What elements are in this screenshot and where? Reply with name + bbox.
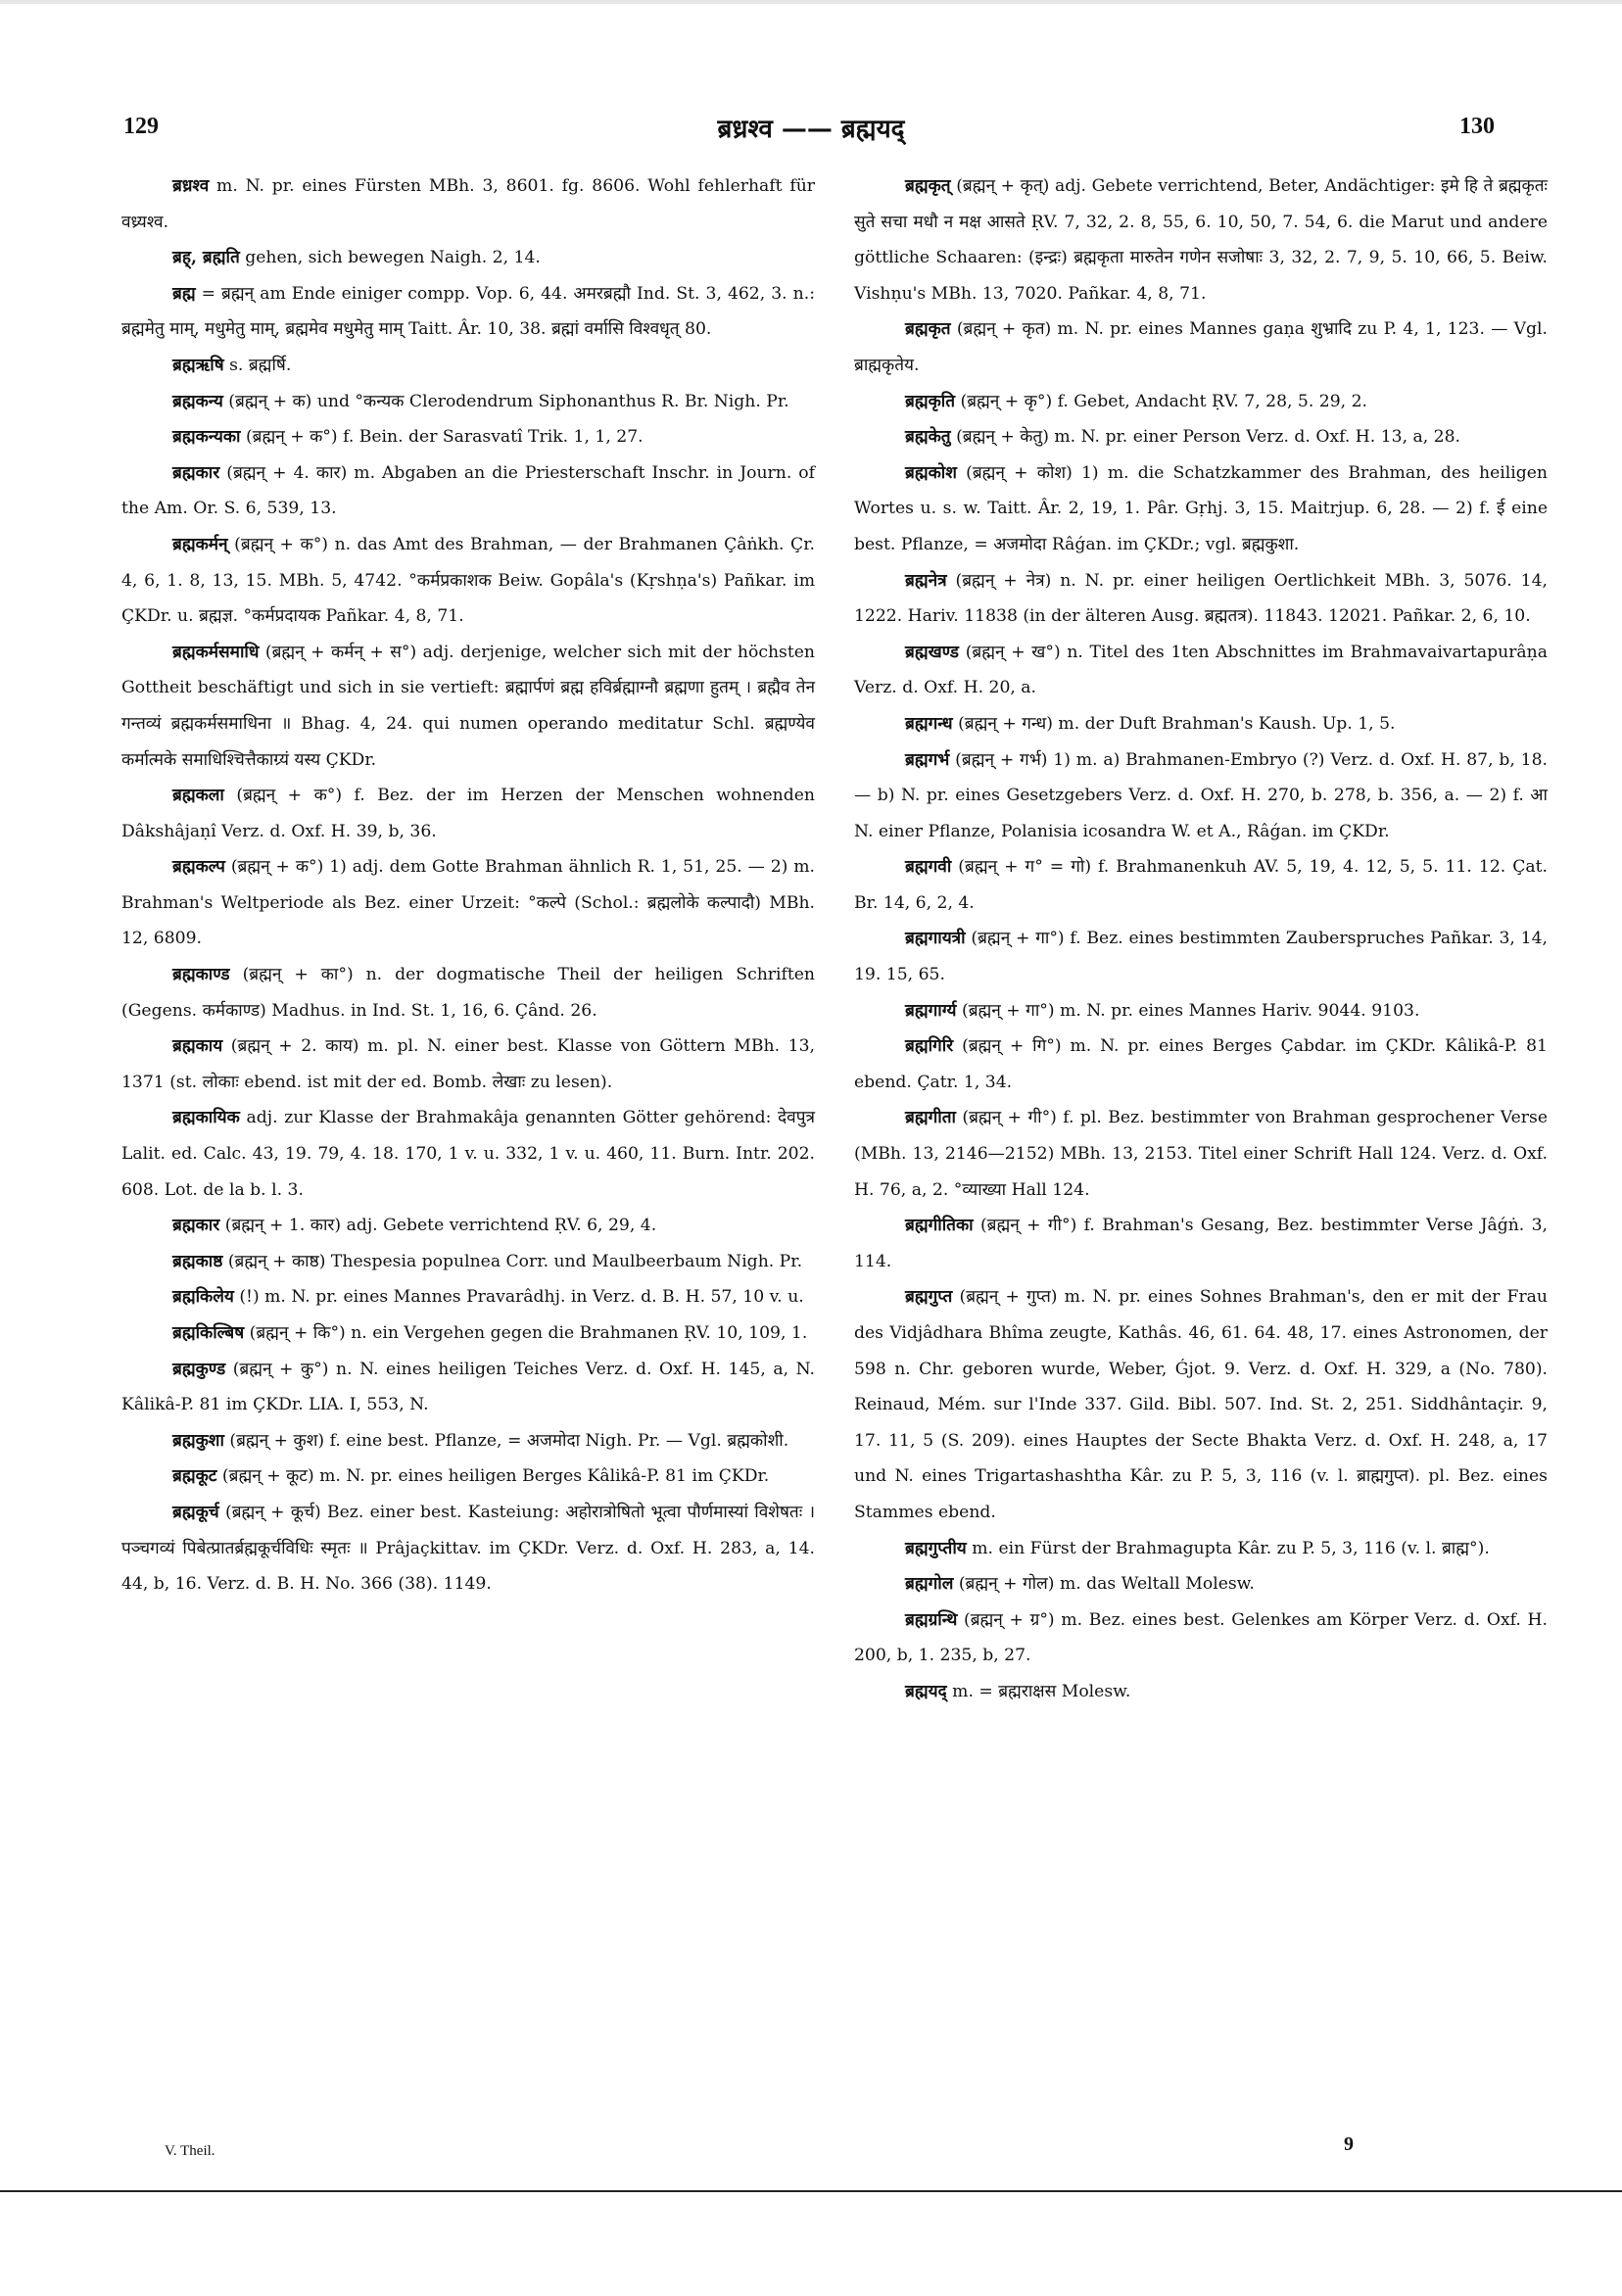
dictionary-entry: [121, 1459, 815, 1495]
entry-headword: ब्रह्मगीता: [905, 1108, 956, 1128]
entry-text: m. N. pr. eines Fürsten MBh. 3, 8601. fg. 8606. Wohl fehlerhaft für वध्र्यश्व.: [121, 176, 815, 232]
entry-text: (ब्रह्मन् + कोश) 1) m. die Schatzkammer des Brahman, des heiligen Wortes u. s. w. Taitt. Âr. 2, 19, 1. Pâr. Gṛhj. 3, 15. Maitrjup. 6, 28. — 2) f. ई eine best. Pflanze, = अजमोदा Râǵan. im ÇKDr.; vgl. ब्रह्मकुशा.: [854, 462, 1548, 554]
dictionary-entry: [854, 311, 1548, 383]
dictionary-entry: [121, 168, 815, 240]
entry-text: (ब्रह्मन् + गि°) m. N. pr. eines Berges Çabdar. im ÇKDr. Kâlikâ-P. 81 ebend. Çatr. 1, 34.: [854, 1036, 1548, 1092]
entry-headword: ब्रह्मकर्मसमाधि: [172, 642, 260, 662]
dictionary-entry: [854, 384, 1548, 420]
dictionary-entry: [121, 527, 815, 635]
entry-headword: ब्रह्मनेत्र: [905, 570, 947, 591]
dictionary-entry: [854, 455, 1548, 563]
entry-headword: ब्रह्मयद्: [905, 1681, 947, 1701]
entry-headword: ब्रह्मकन्य: [172, 391, 223, 411]
entry-headword: ब्रह्मकूर्च: [172, 1502, 219, 1522]
entry-text: (ब्रह्मन् + क°) n. das Amt des Brahman, — der Brahmanen Çâṅkh. Çr. 4, 6, 1. 8, 13, 15. MBh. 5, 4742. °कर्मप्रकाशक Beiw. Gopâla's (Kṛshṇa's) Pañkar. im ÇKDr. u. ब्रह्मज्ञ. °कर्मप्रदायक Pañkar. 4, 8, 71.: [121, 534, 815, 627]
entry-headword: ब्रह्मकृति: [905, 391, 956, 411]
entry-text: (ब्रह्मन् + कु°) n. N. eines heiligen Teiches Verz. d. Oxf. H. 145, a, N. Kâlikâ-P. 81 im ÇKDr. LIA. I, 553, N.: [121, 1359, 815, 1415]
entry-text: (ब्रह्मन् + ग्र°) m. Bez. eines best. Gelenkes am Körper Verz. d. Oxf. H. 200, b, 1. 235, b, 27.: [854, 1609, 1549, 1666]
entry-headword: ब्रह्मगिरि: [905, 1036, 954, 1057]
entry-headword: ब्रध्रश्व: [172, 176, 210, 196]
entry-text: (ब्रह्मन् + 4. कार) m. Abgaben an die Priesterschaft Inschr. in Journ. of the Am. Or. S. 6, 539, 13.: [121, 462, 815, 519]
entry-text: gehen, sich bewegen Naigh. 2, 14.: [245, 248, 541, 268]
dictionary-entry: [854, 168, 1548, 311]
entry-headword: ब्रह्मगोल: [905, 1574, 954, 1595]
dictionary-entry: [121, 455, 815, 527]
entry-headword: ब्रह्मकार: [172, 1216, 220, 1236]
signature-mark: 9: [1344, 2133, 1354, 2155]
entry-headword: ब्रह्मकाष्ठ: [172, 1251, 223, 1271]
dictionary-entry: [121, 1100, 815, 1208]
entry-text: = ब्रह्मन् am Ende einiger compp. Vop. 6, 44. अमरब्रह्मौ Ind. St. 3, 462, 3. n.: ब्रह्ममेतु माम्, मधुमेतु माम्, ब्रह्ममेव मधुमेतु माम् Taitt. Âr. 10, 38. ब्रह्मां वर्मासि विश्वधृत् 80.: [121, 283, 815, 340]
entry-headword: ब्रह्मगायत्री: [905, 929, 966, 949]
dictionary-entry: [121, 419, 815, 455]
dictionary-entry: [854, 1279, 1548, 1530]
entry-headword: ब्रह्मकुण्ड: [172, 1359, 226, 1379]
dictionary-entry: [854, 1100, 1548, 1208]
dictionary-entry: [854, 1674, 1548, 1710]
scan-top-edge: [0, 0, 1622, 4]
entry-text: (ब्रह्मन् + गा°) m. N. pr. eines Mannes Hariv. 9044. 9103.: [961, 1000, 1420, 1021]
entry-text: (ब्रह्मन् + कृत्) adj. Gebete verrichtend, Beter, Andächtiger: इमे हि ते ब्रह्मकृतः सुते सचा मधौ न मक्ष आसते ṚV. 7, 32, 2. 8, 55, 6. 10, 50, 7. 54, 6. die Marut und andere göttliche Schaaren: (इन्द्रः) ब्रह्मकृता मारुतेन गणेन सजोषाः 3, 32, 2. 7, 9, 5. 10, 66, 5. Beiw. Vishṇu's MBh. 13, 7020. Pañkar. 4, 8, 71.: [854, 176, 1549, 304]
bottom-rule: [0, 2190, 1622, 2192]
entry-text: (ब्रह्मन् + कूट) m. N. pr. eines heiligen Berges Kâlikâ-P. 81 im ÇKDr.: [221, 1466, 770, 1487]
entry-text: (!) m. N. pr. eines Mannes Pravarâdhj. in Verz. d. B. H. 57, 10 v. u.: [239, 1287, 804, 1308]
dictionary-entry: [854, 742, 1548, 850]
dictionary-entry: [854, 849, 1548, 921]
dictionary-entry: [121, 778, 815, 849]
entry-headword: ब्रह्मकला: [172, 786, 224, 806]
entry-headword: ब्रह्मकन्यका: [172, 427, 241, 448]
entry-text: (ब्रह्मन् + काष्ठ) Thespesia populnea Corr. und Maulbeerbaum Nigh. Pr.: [227, 1251, 803, 1271]
dictionary-entry: [121, 276, 815, 348]
dictionary-entry: [854, 993, 1548, 1029]
dictionary-entry: [854, 1602, 1548, 1674]
page-number-right: 130: [1459, 114, 1495, 139]
entry-text: (ब्रह्मन् + गी°) f. pl. Bez. bestimmter von Brahman gesprochener Verse (MBh. 13, 2146—2152) MBh. 13, 2153. Titel einer Schrift Hall 124. Verz. d. Oxf. H. 76, a, 2. °व्याख्या Hall 124.: [854, 1108, 1548, 1200]
dictionary-entry: [854, 419, 1548, 455]
dictionary-entry: [121, 240, 815, 276]
entry-headword: ब्रह्मखण्ड: [905, 642, 960, 662]
entry-text: (ब्रह्मन् + क°) f. Bez. der im Herzen der Menschen wohnenden Dâkshâjaṇî Verz. d. Oxf. H. 39, b, 36.: [121, 786, 815, 841]
entry-text: (ब्रह्मन् + केतु) m. N. pr. einer Person Verz. d. Oxf. H. 13, a, 28.: [956, 427, 1461, 448]
entry-text: (ब्रह्मन् + गुप्त) m. N. pr. eines Sohnes Brahman's, den er mit der Frau des Vidjâdhara Bhîma zeugte, Kathâs. 46, 61. 64. 48, 17. eines Astronomen, der 598 n. Chr. geboren wurde, Weber, Ǵjot. 9. Verz. d. Oxf. H. 329, a (No. 780). Reinaud, Mém. sur l'Inde 337. Gild. Bibl. 507. Ind. St. 2, 251. Siddhântaçir. 9, 17. 11, 5 (S. 209). eines Hauptes der Secte Bhakta Verz. d. Oxf. H. 248, a, 17 und N. eines Trigartashashtha Kâr. zu P. 5, 3, 116 (v. l. ब्राह्मगुप्त). pl. Bez. eines Stammes ebend.: [854, 1287, 1548, 1522]
dictionary-entry: [121, 1208, 815, 1244]
dictionary-entry: [121, 957, 815, 1028]
dictionary-entry: [854, 563, 1548, 635]
entry-headword: ब्रह्मकर्मन्: [172, 534, 228, 554]
dictionary-entry: [121, 1352, 815, 1423]
entry-headword: ब्रह्, ब्रह्मति: [172, 248, 240, 268]
entry-headword: ब्रह्मकेतु: [905, 427, 951, 448]
entry-text: (ब्रह्मन् + कृत) m. N. pr. eines Mannes gaṇa शुभ्रादि zu P. 4, 1, 123. — Vgl. ब्राह्मकृतेय.: [854, 319, 1548, 375]
entry-text: (ब्रह्मन् + ग° = गो) f. Brahmanenkuh AV. 5, 19, 4. 12, 5, 5. 11. 12. Çat. Br. 14, 6, 2, 4.: [854, 857, 1548, 913]
dictionary-entry: [854, 1566, 1548, 1602]
dictionary-entry: [121, 1279, 815, 1315]
entry-headword: ब्रह्मगीतिका: [905, 1216, 974, 1236]
dictionary-entry: [854, 1028, 1548, 1100]
entry-text: (ब्रह्मन् + क°) f. Bein. der Sarasvatî Trik. 1, 1, 27.: [245, 427, 644, 448]
dictionary-entry: [121, 384, 815, 420]
dictionary-entry: [121, 635, 815, 778]
entry-text: adj. zur Klasse der Brahmakâja genannten Götter gehörend: देवपुत्र Lalit. ed. Calc. 43, 19. 79, 4. 18. 170, 1 v. u. 332, 1 v. u. 460, 11. Burn. Intr. 202. 608. Lot. de la b. l. 3.: [121, 1108, 815, 1200]
entry-headword: ब्रह्मकल्प: [172, 857, 225, 878]
entry-text: m. = ब्रह्मराक्षस Molesw.: [952, 1681, 1131, 1701]
dictionary-entry: [121, 1423, 815, 1459]
dictionary-entry: [854, 706, 1548, 742]
entry-text: (ब्रह्मन् + का°) n. der dogmatische Theil der heiligen Schriften (Gegens. कर्मकाण्ड) Madhus. in Ind. St. 1, 16, 6. Çând. 26.: [121, 965, 815, 1021]
entry-text: (ब्रह्मन् + कर्मन् + स°) adj. derjenige, welcher sich mit der höchsten Gottheit beschäftigt und sich in sie vertieft: ब्रह्मार्पणं ब्रह्म हविर्ब्रह्माग्नौ ब्रह्मणा हुतम् । ब्रह्मैव तेन गन्तव्यं ब्रह्मकर्मसमाधिना ॥ Bhag. 4, 24. qui numen operando meditatur Schl. ब्रह्मण्येव कर्मात्मके समाधिश्चित्तैकाग्र्यं यस्य ÇKDr.: [121, 642, 815, 770]
dictionary-entry: [121, 348, 815, 384]
page-number-left: 129: [123, 114, 159, 139]
dictionary-entry: [121, 1315, 815, 1352]
entry-text: (ब्रह्मन् + कि°) n. ein Vergehen gegen die Brahmanen ṚV. 10, 109, 1.: [249, 1323, 808, 1343]
dictionary-entry: [121, 1028, 815, 1100]
entry-headword: ब्रह्मकाण्ड: [172, 965, 230, 985]
entry-text: (ब्रह्मन् + गी°) f. Brahman's Gesang, Bez. bestimmter Verse Jâǵṅ. 3, 114.: [854, 1216, 1548, 1271]
entry-headword: ब्रह्मकृत: [905, 319, 951, 340]
entry-headword: ब्रह्मगवी: [905, 857, 952, 878]
entry-headword: ब्रह्मगार्ग्य: [905, 1000, 957, 1021]
entry-headword: ब्रह्मकायिक: [172, 1108, 240, 1128]
entry-text: m. ein Fürst der Brahmagupta Kâr. zu P. 5, 3, 116 (v. l. ब्राह्म°).: [972, 1538, 1490, 1558]
dictionary-entry: [121, 849, 815, 957]
entry-headword: ब्रह्मकार: [172, 462, 220, 483]
entry-headword: ब्रह्मकोश: [905, 462, 957, 483]
entry-headword: ब्रह्म: [172, 283, 196, 304]
entry-headword: ब्रह्मगुप्तीय: [905, 1538, 967, 1558]
entry-text: (ब्रह्मन् + कूर्च) Bez. einer best. Kasteiung: अहोरात्रोषितो भूत्वा पौर्णमास्यां विशेषतः । पञ्चगव्यं पिबेत्प्रातर्ब्रह्मकूर्चविधिः स्मृतः ॥ Prâjaçkittav. im ÇKDr. Verz. d. Oxf. H. 283, a, 14. 44, b, 16. Verz. d. B. H. No. 366 (38). 1149.: [121, 1502, 815, 1595]
dictionary-entry: [121, 1495, 815, 1602]
entry-headword: ब्रह्मकाय: [172, 1036, 223, 1057]
entry-headword: ब्रह्मगुप्त: [905, 1287, 953, 1308]
entry-text: (ब्रह्मन् + कृ°) f. Gebet, Andacht ṚV. 7, 28, 5. 29, 2.: [960, 391, 1367, 411]
volume-note: V. Theil.: [165, 2143, 215, 2159]
entry-text: (ब्रह्मन् + क°) 1) adj. dem Gotte Brahman ähnlich R. 1, 51, 25. — 2) m. Brahman's Weltperiode als Bez. einer Urzeit: °कल्पे (Schol.: ब्रह्मलोके कल्पादौ) MBh. 12, 6809.: [121, 857, 815, 949]
entry-text: (ब्रह्मन् + कुश) f. eine best. Pflanze, = अजमोदा Nigh. Pr. — Vgl. ब्रह्मकोशी.: [229, 1430, 789, 1451]
entry-headword: ब्रह्मगर्भ: [905, 749, 950, 770]
entry-headword: ब्रह्मकिल्बिष: [172, 1323, 245, 1343]
entry-text: (ब्रह्मन् + क) und °कन्यक Clerodendrum Siphonanthus R. Br. Nigh. Pr.: [228, 391, 789, 411]
dictionary-entry: [854, 1531, 1548, 1567]
entry-headword: ब्रह्मगन्ध: [905, 713, 953, 734]
dictionary-entry: [854, 1208, 1548, 1279]
entry-text: (ब्रह्मन् + नेत्र) n. N. pr. einer heiligen Oertlichkeit MBh. 3, 5076. 14, 1222. Hariv. 11838 (in der älteren Ausg. ब्रह्मतत्र). 11843. 12021. Pañkar. 2, 6, 10.: [854, 570, 1548, 627]
entry-headword: ब्रह्मऋषि: [172, 355, 224, 375]
entry-text: (ब्रह्मन् + 2. काय) m. pl. N. einer best. Klasse von Göttern MBh. 13, 1371 (st. लोकाः ebend. ist mit der ed. Bomb. लेखाः zu lesen).: [121, 1036, 815, 1092]
entry-headword: ब्रह्मकृत्: [905, 176, 951, 196]
entry-text: (ब्रह्मन् + गर्भ) 1) m. a) Brahmanen-Embryo (?) Verz. d. Oxf. H. 87, b, 18. — b) N. pr. eines Gesetzgebers Verz. d. Oxf. H. 270, b. 278, b. 356, a. — 2) f. आ N. einer Pflanze, Polanisia icosandra W. et A., Râǵan. im ÇKDr.: [854, 749, 1548, 841]
entry-headword: ब्रह्मकिलेय: [172, 1287, 234, 1308]
entry-text: s. ब्रह्मर्षि.: [229, 355, 292, 375]
entry-headword: ब्रह्मग्रन्थि: [905, 1609, 958, 1630]
entry-text: (ब्रह्मन् + ख°) n. Titel des 1ten Abschnittes im Brahmavaivartapurâṇa Verz. d. Oxf. H. 20, a.: [854, 642, 1548, 698]
running-head: ब्रध्रश्व —— ब्रह्मयद्: [717, 115, 905, 144]
dictionary-entry: [121, 1244, 815, 1280]
entry-text: (ब्रह्मन् + गन्ध) m. der Duft Brahman's Kaush. Up. 1, 5.: [958, 713, 1396, 734]
entry-headword: ब्रह्मकुशा: [172, 1430, 224, 1451]
right-column: [854, 168, 1548, 1710]
entry-text: (ब्रह्मन् + गा°) f. Bez. eines bestimmten Zauberspruches Pañkar. 3, 14, 19. 15, 65.: [854, 929, 1548, 985]
entry-text: (ब्रह्मन् + गोल) m. das Weltall Molesw.: [958, 1574, 1255, 1595]
left-column: [121, 168, 815, 1602]
entry-text: (ब्रह्मन् + 1. कार) adj. Gebete verrichtend ṚV. 6, 29, 4.: [224, 1216, 657, 1236]
dictionary-entry: [854, 635, 1548, 706]
entry-headword: ब्रह्मकूट: [172, 1466, 217, 1487]
dictionary-entry: [854, 921, 1548, 992]
